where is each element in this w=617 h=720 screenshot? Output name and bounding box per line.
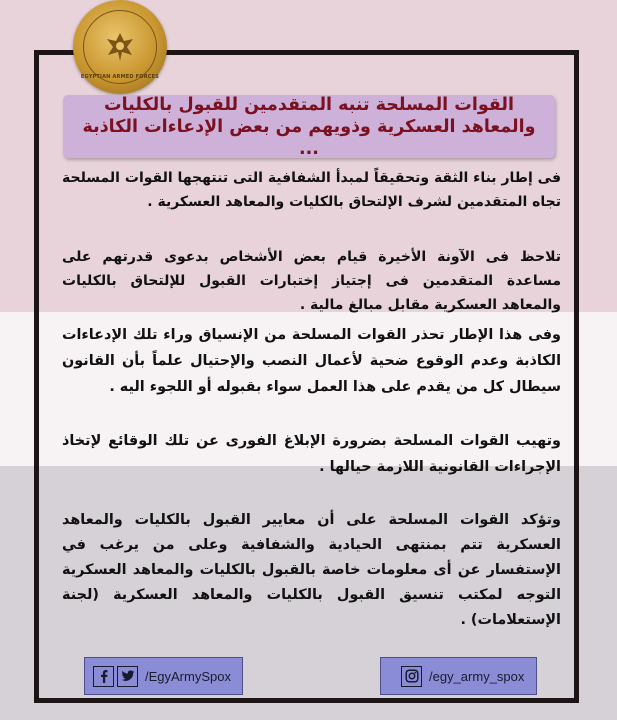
facebook-icon[interactable] [93, 666, 114, 687]
headline-banner [63, 95, 555, 158]
paragraph-1: فى إطار بناء الثقة وتحقيقاً لمبدأ الشفافية التى تنتهجها القوات المسلحة تجاه المتقدمين لشرف الإلتحاق بالكليات والمعاهد العسكرية . [62, 170, 561, 210]
social-link-facebook-twitter[interactable] [84, 657, 243, 695]
emblem-label: EGYPTIAN ARMED FORCES [80, 74, 160, 80]
paragraph-2: تلاحظ فى الآونة الأخيرة قيام بعض الأشخاص بدعوى قدرتهم على مساعدة المتقدمين فى إجتياز إختبارات القبول للإلتحاق بالكليات والمعاهد العسكرية مقابل مبالغ مالية . [62, 249, 561, 313]
twitter-icon[interactable] [117, 666, 138, 687]
paragraph-3: وفى هذا الإطار تحذر القوات المسلحة من الإنسياق وراء تلك الإدعاءات الكاذبة وعدم الوقوع ضحية لأعمال النصب والإحتيال علماً بأن القانون سيطال كل من يقدم على هذا العمل سواء بقبوله أو اللجوء اليه . [62, 327, 561, 395]
instagram-icon[interactable] [401, 666, 422, 687]
social-link-instagram[interactable] [380, 657, 537, 695]
social-handle-left[interactable]: /EgyArmySpox [145, 668, 231, 684]
armed-forces-emblem [73, 0, 167, 94]
emblem-ring [83, 10, 157, 84]
headline-title: القوات المسلحة تنبه المتقدمين للقبول بالكليات والمعاهد العسكرية وذويهم من بعض الإدعاءات الكاذبة ... [82, 94, 536, 159]
eagle-icon [100, 27, 140, 67]
paragraph-5: وتؤكد القوات المسلحة على أن معايير القبول بالكليات والمعاهد العسكرية تتم بمنتهى الحيادية والشفافية وعلى من يرغب في الإستفسار عن أى معلومات خاصة بالقبول بالكليات والمعاهد العسكرية التوجه لمكتب تنسيق القبول بالكليات والمعاهد العسكرية (لجنة الإستعلامات) . [62, 512, 561, 628]
social-handle-right[interactable]: /egy_army_spox [429, 668, 525, 684]
paragraph-4: وتهيب القوات المسلحة بضرورة الإبلاغ الفورى عن تلك الوقائع لإتخاذ الإجراءات القانونية اللازمة حيالها . [62, 433, 561, 475]
